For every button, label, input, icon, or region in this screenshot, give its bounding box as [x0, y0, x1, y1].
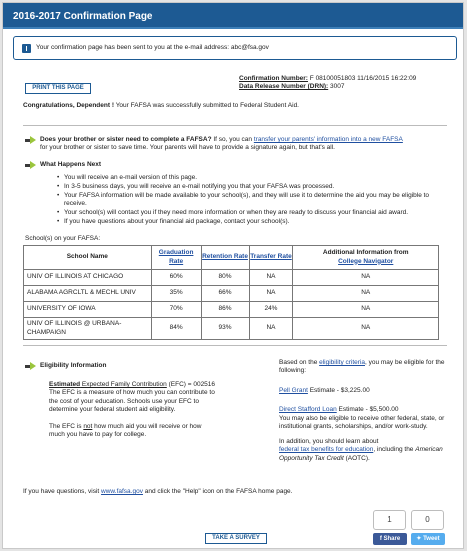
list-item: • You will receive an e-mail version of this page.	[57, 174, 437, 182]
efc-section	[49, 381, 219, 440]
footer-help-text: If you have questions, visit www.fafsa.gov and click the "Help" icon on the FAFSA home page.	[23, 488, 293, 495]
arrow-icon	[25, 362, 37, 371]
school-name: UNIV OF ILLINOIS AT CHICAGO	[24, 270, 152, 286]
eligibility-criteria-link[interactable]: eligibility criteria	[319, 359, 365, 366]
twitter-tweet-button[interactable]: ✦ Tweet	[411, 533, 445, 545]
stafford-loan-estimate: Direct Stafford Loan Estimate - $5,500.00	[279, 406, 399, 414]
list-item: • Your school(s) will contact you if they need more information or when they are ready to discuss your financial aid award.	[57, 209, 437, 217]
stafford-loan-link[interactable]: Direct Stafford Loan	[279, 406, 337, 414]
sibling-fafsa-message	[40, 136, 450, 153]
email-notice-box	[13, 36, 457, 60]
efc-label: Expected Family Contribution	[80, 381, 167, 388]
sibling-text-line2: for your brother or sister to save time. Your parents will have to provide a signature again, but that's all.	[40, 144, 335, 152]
share-count: 1	[373, 510, 406, 530]
tax-benefits-link[interactable]: federal tax benefits for education	[279, 446, 374, 454]
retention-rate: 80%	[201, 270, 249, 286]
additional-info: NA	[293, 302, 439, 318]
facebook-icon: f	[379, 536, 384, 542]
transfer-rate-header[interactable]: Transfer Rate	[249, 246, 293, 270]
retention-rate-header[interactable]: Retention Rate	[201, 246, 249, 270]
drn-value: 3007	[328, 83, 345, 91]
congrats-text: Your FAFSA was successfully submitted to Federal Student Aid.	[114, 102, 299, 109]
list-item: • In 3-5 business days, you will receive an e-mail notifying you that your FAFSA was processed.	[57, 183, 437, 191]
retention-rate: 66%	[201, 286, 249, 302]
confirmation-info	[239, 75, 449, 92]
table-header-row	[24, 246, 439, 270]
transfer-rate: NA	[249, 286, 293, 302]
other-aid-text: You may also be eligible to receive other federal, state, or institutional grants, scholarships, and/or work-study.	[279, 414, 445, 431]
take-survey-button[interactable]: TAKE A SURVEY	[205, 533, 267, 544]
arrow-icon	[25, 136, 37, 145]
transfer-rate: NA	[249, 270, 293, 286]
fafsa-gov-link[interactable]: www.fafsa.gov	[101, 488, 143, 495]
table-row	[24, 302, 439, 318]
additional-info: NA	[293, 270, 439, 286]
additional-info: NA	[293, 286, 439, 302]
congrats-bold: Congratulations, Dependent !	[23, 102, 114, 109]
graduation-rate: 84%	[151, 318, 201, 340]
eligibility-heading: Eligibility Information	[40, 362, 107, 369]
divider	[23, 345, 447, 346]
tax-benefits-text: In addition, you should learn about federal tax benefits for education, including the American Opportunity Tax Credit (AOTC).	[279, 437, 443, 462]
tweet-count: 0	[411, 510, 444, 530]
info-icon	[22, 44, 31, 53]
table-row	[24, 318, 439, 340]
confirmation-page	[2, 2, 464, 549]
schools-table	[23, 245, 439, 340]
divider	[23, 125, 447, 126]
efc-value: (EFC) = 002516	[166, 381, 216, 388]
school-name: UNIV OF ILLINOIS @ URBANA-CHAMPAIGN	[24, 318, 152, 340]
graduation-rate-header[interactable]: Graduation Rate	[151, 246, 201, 270]
twitter-icon: ✦	[416, 536, 424, 542]
table-row	[24, 286, 439, 302]
transfer-parent-info-link[interactable]: transfer your parents' information into a new FAFSA	[253, 136, 403, 143]
efc-description: The EFC is a measure of how much you can contribute to the cost of your education. Schools use your EFC to determine your federal student aid eligibility.	[49, 389, 215, 414]
graduation-rate: 70%	[151, 302, 201, 318]
list-item: • If you have questions about your financial aid package, contact your school(s).	[57, 218, 437, 226]
graduation-rate: 35%	[151, 286, 201, 302]
eligibility-intro: Based on the eligibility criteria, you may be eligible for the following:	[279, 359, 445, 375]
sibling-question: Does your brother or sister need to complete a FAFSA?	[40, 136, 212, 143]
page-header	[3, 3, 463, 29]
facebook-share-button[interactable]: f Share	[373, 533, 407, 545]
additional-info: NA	[293, 318, 439, 340]
school-name: UNIVERSITY OF IOWA	[24, 302, 152, 318]
email-notice-text: Your confirmation page has been sent to you at the e-mail address: abc@fsa.gov	[36, 44, 269, 51]
transfer-rate: NA	[249, 318, 293, 340]
pell-grant-link[interactable]: Pell Grant	[279, 386, 308, 394]
confirmation-number-value: F 08100051803 11/16/2015 16:22:09	[307, 75, 417, 82]
additional-info-header: Additional Information from College Navigator	[293, 246, 439, 270]
school-name: ALABAMA AGRCLTL & MECHL UNIV	[24, 286, 152, 302]
pell-grant-estimate: Pell Grant Estimate - $3,225.00	[279, 386, 370, 394]
what-happens-next-heading: What Happens Next	[40, 161, 102, 168]
retention-rate: 93%	[201, 318, 249, 340]
arrow-icon	[25, 161, 37, 170]
confirmation-number-label: Confirmation Number:	[239, 75, 308, 82]
college-navigator-link[interactable]: College Navigator	[338, 257, 394, 265]
retention-rate: 86%	[201, 302, 249, 318]
page-title: 2016-2017 Confirmation Page	[13, 11, 153, 22]
graduation-rate: 60%	[151, 270, 201, 286]
print-page-button[interactable]: PRINT THIS PAGE	[25, 83, 91, 94]
next-steps-list	[57, 174, 437, 227]
school-name-header: School Name	[24, 246, 152, 270]
list-item: • Your FAFSA information will be made available to your school(s), and they will use it to determine the aid you may be eligible to receive.	[57, 192, 437, 209]
transfer-rate: 24%	[249, 302, 293, 318]
sibling-text: If so, you can	[211, 136, 254, 143]
efc-note: The EFC is not how much aid you will receive or how much you have to pay for college.	[49, 422, 202, 439]
congratulations-message	[23, 102, 443, 110]
schools-caption: School(s) on your FAFSA:	[25, 235, 101, 242]
drn-label: Data Release Number (DRN):	[239, 83, 329, 91]
table-row	[24, 270, 439, 286]
eligible-aid-section	[279, 359, 447, 463]
efc-estimated: Estimated	[49, 381, 81, 388]
